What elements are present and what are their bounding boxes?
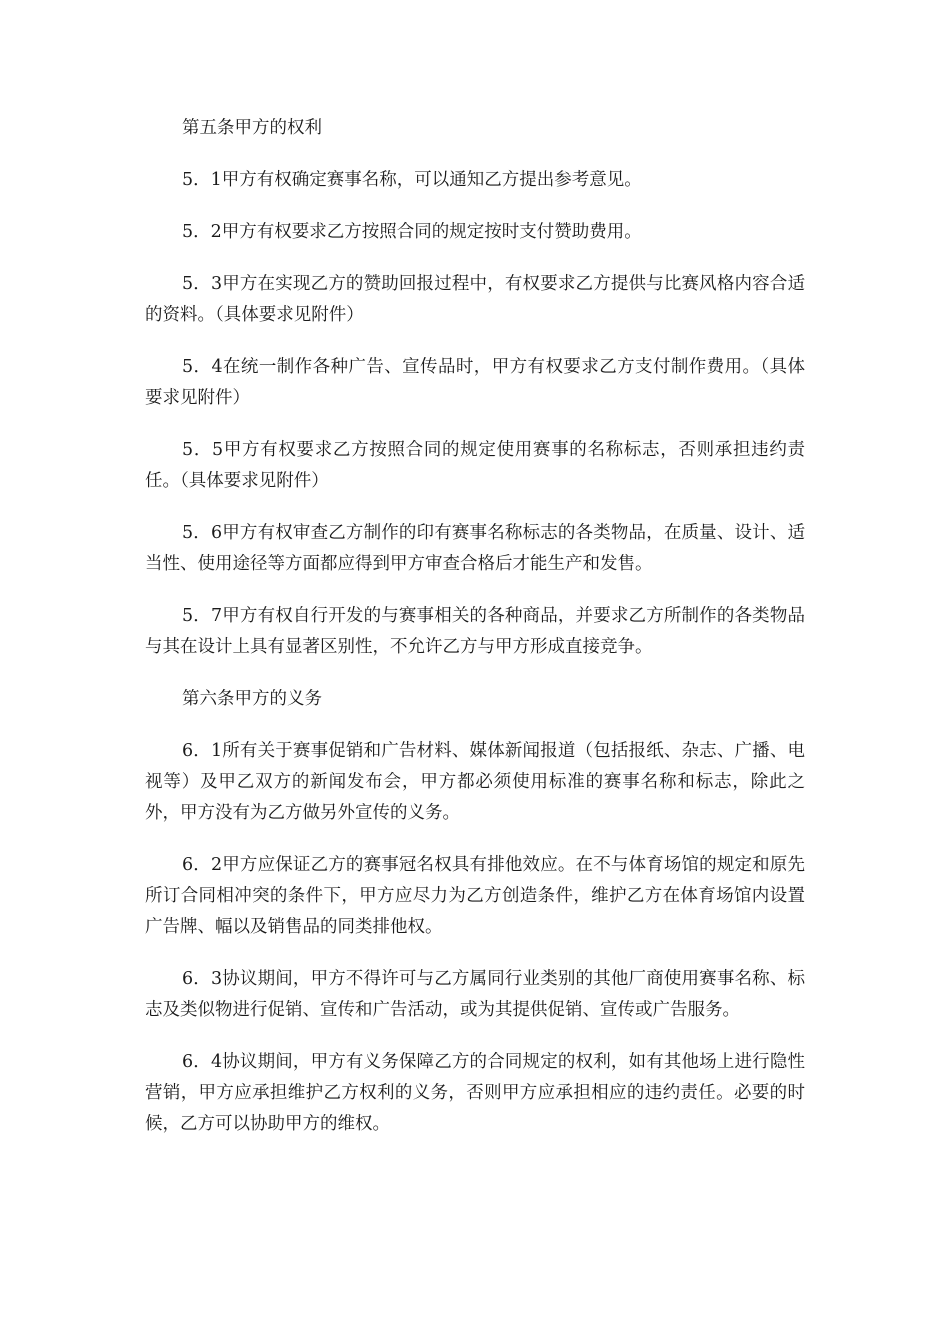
clause-5-2: 5．2甲方有权要求乙方按照合同的规定按时支付赞助费用。 <box>182 222 642 242</box>
clause-5-7: 5．7甲方有权自行开发的与赛事相关的各种商品，并要求乙方所制作的各类物品与其在设计上具有显著区别性，不允许乙方与甲方形成直接竞争。 <box>145 606 805 657</box>
clause-6-2: 6．2甲方应保证乙方的赛事冠名权具有排他效应。在不与体育场馆的规定和原先所订合同相冲突的条件下，甲方应尽力为乙方创造条件，维护乙方在体育场馆内设置广告牌、幅以及销售品的同类排他权。 <box>145 855 805 937</box>
document-body <box>145 113 805 1161</box>
clause-6-3: 6．3协议期间，甲方不得许可与乙方属同行业类别的其他厂商使用赛事名称、标志及类似物进行促销、宣传和广告活动，或为其提供促销、宣传或广告服务。 <box>145 969 805 1020</box>
section-title-article-5: 第五条甲方的权利 <box>182 118 322 138</box>
clause-6-4: 6．4协议期间，甲方有义务保障乙方的合同规定的权利，如有其他场上进行隐性营销，甲方应承担维护乙方权利的义务，否则甲方应承担相应的违约责任。必要的时候，乙方可以协助甲方的维权。 <box>145 1052 805 1134</box>
clause-6-1: 6．1所有关于赛事促销和广告材料、媒体新闻报道（包括报纸、杂志、广播、电视等）及甲乙双方的新闻发布会，甲方都必须使用标准的赛事名称和标志，除此之外，甲方没有为乙方做另外宣传的义务。 <box>145 741 805 823</box>
clause-5-4: 5．4在统一制作各种广告、宣传品时，甲方有权要求乙方支付制作费用。（具体要求见附件） <box>145 357 805 408</box>
clause-5-1: 5．1甲方有权确定赛事名称，可以通知乙方提出参考意见。 <box>182 170 642 190</box>
clause-5-5: 5．5甲方有权要求乙方按照合同的规定使用赛事的名称标志，否则承担违约责任。（具体要求见附件） <box>145 440 805 491</box>
clause-5-6: 5．6甲方有权审查乙方制作的印有赛事名称标志的各类物品，在质量、设计、适当性、使用途径等方面都应得到甲方审查合格后才能生产和发售。 <box>145 523 805 574</box>
section-title-article-6: 第六条甲方的义务 <box>182 689 322 709</box>
clause-5-3: 5．3甲方在实现乙方的赞助回报过程中，有权要求乙方提供与比赛风格内容合适的资料。（具体要求见附件） <box>145 274 805 325</box>
